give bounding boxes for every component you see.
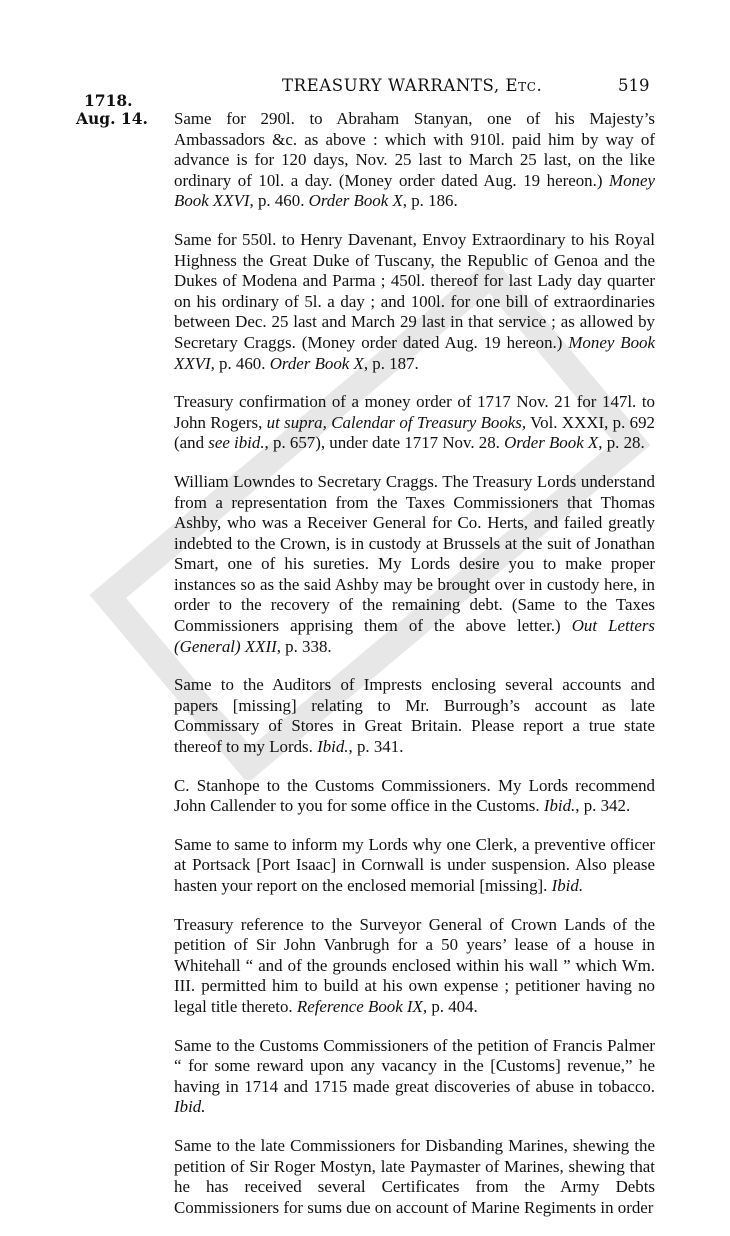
margin-date: Aug. 14. [76,109,148,128]
margin-year: 1718. [84,91,133,110]
entry-paragraph: C. Stanhope to the Customs Commissioners. My Lords recommend John Callender to you for some office in the Customs. Ibid., p. 342. [174,775,655,816]
entry-paragraph: Same to the late Commissioners for Disbanding Marines, shewing the petition of Sir Roger Mostyn, late Paymaster of Marines, shewing that he has received several Certificates from the Army Debts Commissioners for sums due on account of Marine Regiments in order [174,1135,655,1217]
entry-paragraph: Same to same to inform my Lords why one Clerk, a preventive officer at Portsack [Port Isaac] in Cornwall is under suspension. Also please hasten your report on the enclosed memorial [missing]. Ibid. [174,834,655,895]
entry-paragraph: Same for 550l. to Henry Davenant, Envoy Extraordinary to his Royal Highness the Great Duke of Tuscany, the Republic of Genoa and the Dukes of Modena and Parma ; 450l. thereof for last Lady day quarter on his ordinary of 5l. a day ; and 100l. for one bill of extraordinaries between Dec. 25 last and March 29 last in that service ; as allowed by Secretary Craggs. (Money order dated Aug. 19 hereon.) Money Book XXVI, p. 460. Order Book X, p. 187. [174,229,655,373]
entry-paragraph: William Lowndes to Secretary Craggs. The Treasury Lords understand from a representation from the Taxes Commissioners that Thomas Ashby, who was a Receiver General for Co. Herts, and failed greatly indebted to the Crown, is in custody at Brussels at the suit of Jonathan Smart, one of his sureties. My Lords desire you to make proper instances so as the said Ashby may be brought over in custody here, in order to the recovery of the remaining debt. (Same to the Taxes Commissioners apprising them of the above letter.) Out Letters (General) XXII, p. 338. [174,471,655,656]
entry-paragraph: Same to the Auditors of Imprests enclosing several accounts and papers [missing] relating to Mr. Burrough’s account as late Commissary of Stores in Great Britain. Please report a true state thereof to my Lords. Ibid., p. 341. [174,675,655,757]
running-head-etc: Etc. [505,76,543,95]
document-body [174,109,655,1236]
running-head [282,76,542,95]
page-number: 519 [618,76,650,95]
running-head-title: TREASURY WARRANTS, [282,76,500,95]
entry-paragraph: Treasury confirmation of a money order of 1717 Nov. 21 for 147l. to John Rogers, ut supra, Calendar of Treasury Books, Vol. XXXI, p. 692 (and see ibid., p. 657), under date 1717 Nov. 28. Order Book X, p. 28. [174,392,655,453]
entry-paragraph: Same for 290l. to Abraham Stanyan, one of his Majesty’s Ambassadors &c. as above : which with 910l. paid him by way of advance is for 120 days, Nov. 25 last to March 25 last, on the like ordinary of 10l. a day. (Money order dated Aug. 19 hereon.) Money Book XXVI, p. 460. Order Book X, p. 186. [174,109,655,211]
entry-paragraph: Treasury reference to the Surveyor General of Crown Lands of the petition of Sir John Vanbrugh for a 50 years’ lease of a house in Whitehall “ and of the grounds enclosed within his wall ” which Wm. III. permitted him to build at his own expense ; petitioner having no legal title thereto. Reference Book IX, p. 404. [174,914,655,1016]
entry-paragraph: Same to the Customs Commissioners of the petition of Francis Palmer “ for some reward upon any vacancy in the [Customs] revenue,” he having in 1714 and 1715 made great discoveries of abuse in tobacco. Ibid. [174,1035,655,1117]
